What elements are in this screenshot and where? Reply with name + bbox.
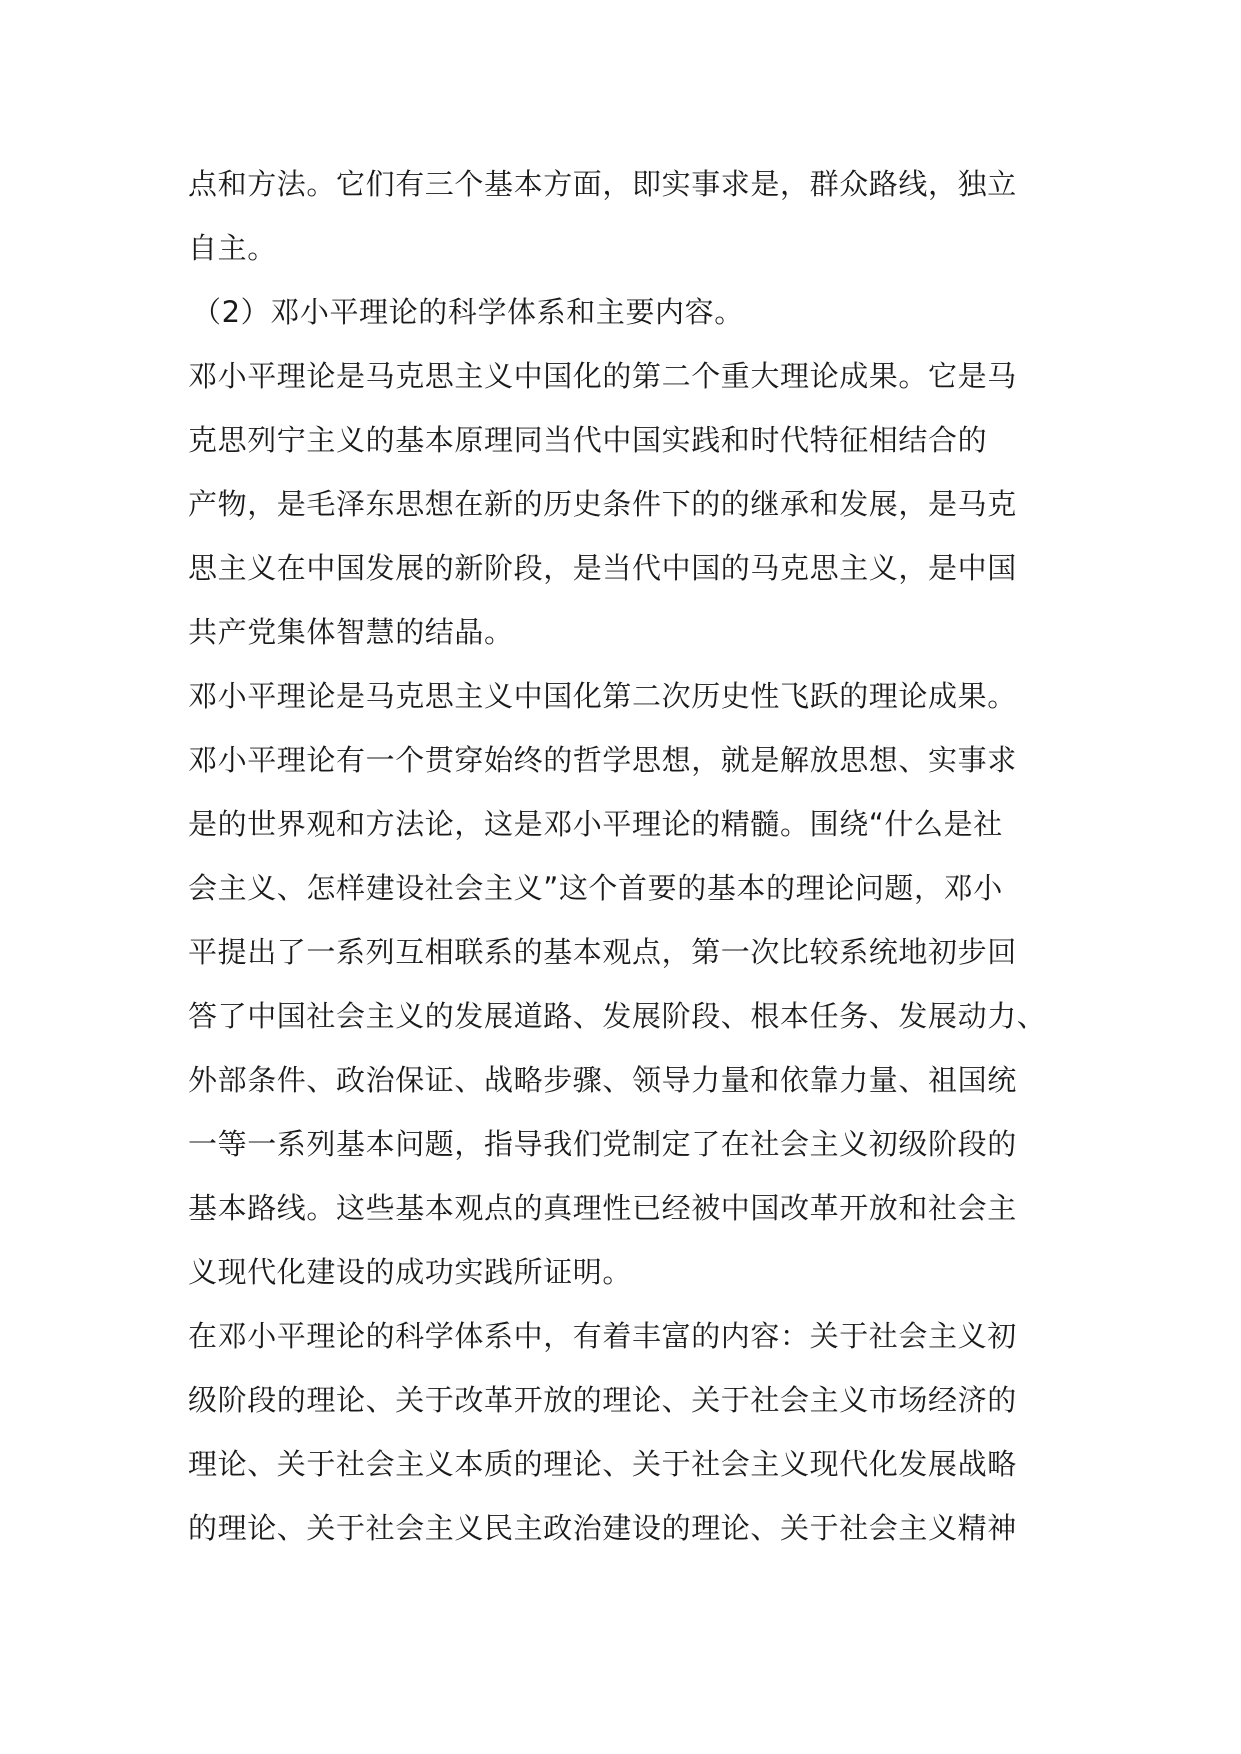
text-line: 点和方法。它们有三个基本方面，即实事求是，群众路线，独立 [188, 167, 1017, 201]
text-line: 的理论、关于社会主义民主政治建设的理论、关于社会主义精神 [188, 1511, 1017, 1545]
text-line: 自主。 [188, 231, 277, 265]
text-line: 义现代化建设的成功实践所证明。 [188, 1255, 633, 1289]
text-line: 产物，是毛泽东思想在新的历史条件下的的继承和发展，是马克 [188, 487, 1017, 521]
text-line: 是的世界观和方法论，这是邓小平理论的精髓。围绕“什么是社 [188, 807, 1003, 841]
text-line: 会主义、怎样建设社会主义”这个首要的基本的理论问题，邓小 [188, 871, 1003, 905]
section-heading: （2）邓小平理论的科学体系和主要内容。 [192, 295, 744, 329]
text-line: 思主义在中国发展的新阶段，是当代中国的马克思主义，是中国 [188, 551, 1017, 585]
text-line: 在邓小平理论的科学体系中，有着丰富的内容：关于社会主义初 [188, 1319, 1017, 1353]
text-line: 答了中国社会主义的发展道路、发展阶段、根本任务、发展动力、 [188, 999, 1047, 1033]
text-line: 外部条件、政治保证、战略步骤、领导力量和依靠力量、祖国统 [188, 1063, 1017, 1097]
text-line: 理论、关于社会主义本质的理论、关于社会主义现代化发展战略 [188, 1447, 1017, 1481]
text-line: 共产党集体智慧的结晶。 [188, 615, 514, 649]
text-line: 邓小平理论是马克思主义中国化第二次历史性飞跃的理论成果。 [188, 679, 1017, 713]
text-line: 克思列宁主义的基本原理同当代中国实践和时代特征相结合的 [188, 423, 988, 457]
text-line: 级阶段的理论、关于改革开放的理论、关于社会主义市场经济的 [188, 1383, 1017, 1417]
text-line: 邓小平理论是马克思主义中国化的第二个重大理论成果。它是马 [188, 359, 1017, 393]
text-line: 一等一系列基本问题，指导我们党制定了在社会主义初级阶段的 [188, 1127, 1017, 1161]
document-body [188, 152, 1058, 1560]
text-line: 基本路线。这些基本观点的真理性已经被中国改革开放和社会主 [188, 1191, 1017, 1225]
text-line: 邓小平理论有一个贯穿始终的哲学思想，就是解放思想、实事求 [188, 743, 1017, 777]
text-line: 平提出了一系列互相联系的基本观点，第一次比较系统地初步回 [188, 935, 1017, 969]
